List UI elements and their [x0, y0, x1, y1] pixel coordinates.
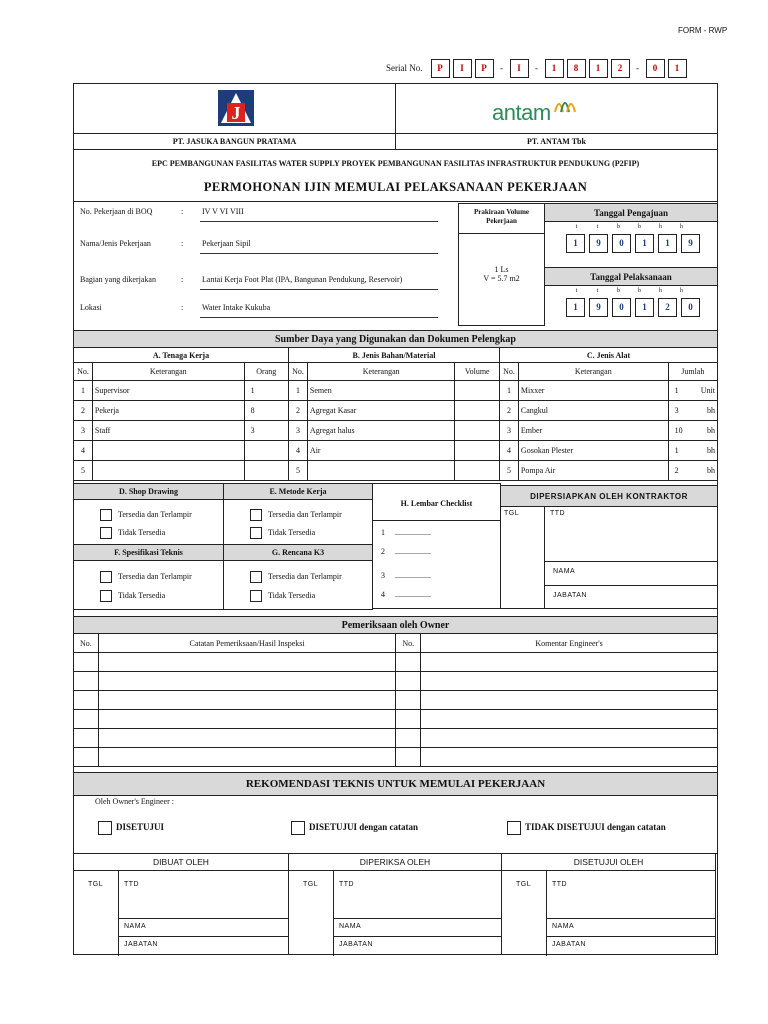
- cell-keterangan: [92, 461, 244, 481]
- cell-no: 2: [289, 401, 308, 421]
- pemeriksaan-title: Pemeriksaan oleh Owner: [73, 616, 718, 634]
- serial-dash: -: [500, 63, 503, 73]
- info-colon: :: [181, 303, 184, 312]
- table-row: [74, 748, 718, 767]
- table-row: [289, 461, 500, 481]
- table-row: [74, 672, 718, 691]
- table-row: [74, 729, 718, 748]
- cell-keterangan: Supervisor: [92, 381, 244, 401]
- serial-char-box: I: [510, 59, 529, 78]
- empty-cell[interactable]: [98, 710, 396, 729]
- signoff-column: [501, 853, 716, 955]
- table-row: [74, 691, 718, 710]
- cell-jumlah: [668, 441, 717, 461]
- rekomendasi-by: Oleh Owner's Engineer :: [95, 797, 174, 806]
- date-format-letter: t: [575, 224, 578, 230]
- kontraktor-ttd: TTD: [550, 510, 566, 517]
- col-header: Keterangan: [307, 363, 455, 381]
- form-code: FORM - RWP: [678, 26, 728, 35]
- col-header: Volume: [455, 363, 500, 381]
- empty-cell[interactable]: [98, 691, 396, 710]
- date-digit-box: 9: [589, 234, 608, 253]
- cell-keterangan: Agregat Kasar: [307, 401, 455, 421]
- empty-cell[interactable]: [74, 672, 99, 691]
- table-row: [289, 441, 500, 461]
- cell-no: 2: [500, 401, 519, 421]
- date-digit-box: 1: [566, 234, 585, 253]
- cell-keterangan: [307, 461, 455, 481]
- info-row: [80, 239, 440, 253]
- signoff-ttd: TTD: [124, 881, 140, 888]
- alat-section: [499, 347, 718, 481]
- k3-opt-yes[interactable]: Tersedia dan Terlampir: [250, 571, 342, 583]
- cell-value: [244, 441, 288, 461]
- date-digit-box: 0: [681, 298, 700, 317]
- cell-keterangan: Pekerja: [92, 401, 244, 421]
- cell-value: [455, 421, 500, 441]
- date-format-letter: t: [575, 288, 578, 294]
- empty-cell[interactable]: [74, 710, 99, 729]
- cell-no: 4: [74, 441, 93, 461]
- cell-keterangan: Air: [307, 441, 455, 461]
- serial-number: [386, 58, 690, 78]
- signoff-tgl: TGL: [88, 881, 104, 888]
- cell-no: 4: [289, 441, 308, 461]
- qty: 2: [674, 466, 679, 475]
- cell-no: 1: [74, 381, 93, 401]
- jasuka-letter: J: [231, 103, 241, 123]
- opt-disetujui[interactable]: DISETUJUI: [98, 821, 164, 835]
- signoff-tgl: TGL: [303, 881, 319, 888]
- table-row: [289, 421, 500, 441]
- info-label: Nama/Jenis Pekerjaan: [80, 239, 151, 248]
- date-digit-box: 1: [635, 234, 654, 253]
- info-row: [80, 275, 440, 289]
- empty-cell[interactable]: [421, 748, 718, 767]
- serial-char-box: 2: [611, 59, 630, 78]
- signoff-tgl: TGL: [516, 881, 532, 888]
- info-row: [80, 207, 440, 221]
- date-format-letter: h: [680, 288, 683, 294]
- table-row: [500, 461, 718, 481]
- signoff-jabatan: JABATAN: [339, 941, 373, 948]
- signoff-jabatan: JABATAN: [124, 941, 158, 948]
- form-title: PERMOHONAN IJIN MEMULAI PELAKSANAAN PEKERJAAN: [203, 180, 588, 194]
- cell-jumlah: [668, 381, 717, 401]
- info-value: Pekerjaan Sipil: [202, 239, 251, 248]
- empty-cell[interactable]: [421, 729, 718, 748]
- empty-cell[interactable]: [396, 748, 421, 767]
- tanggal-pelaksanaan-letters: [566, 288, 692, 294]
- empty-cell[interactable]: [396, 672, 421, 691]
- serial-char-box: 0: [646, 59, 665, 78]
- cell-no: 1: [500, 381, 519, 401]
- unit: bh: [707, 466, 715, 475]
- tanggal-pelaksanaan-digits: [566, 298, 704, 317]
- empty-cell[interactable]: [421, 710, 718, 729]
- table-row: [289, 381, 500, 401]
- col-header: Keterangan: [92, 363, 244, 381]
- date-format-letter: b: [638, 224, 641, 230]
- spek-opt-yes[interactable]: Tersedia dan Terlampir: [100, 571, 192, 583]
- cell-keterangan: Agregat halus: [307, 421, 455, 441]
- cell-value: [455, 461, 500, 481]
- col-header: Jumlah: [668, 363, 717, 381]
- date-digit-box: 2: [658, 298, 677, 317]
- col-header: No.: [500, 363, 519, 381]
- spek-opt-no[interactable]: Tidak Tersedia: [100, 590, 165, 602]
- cell-value: 3: [244, 421, 288, 441]
- sumber-daya-title: Sumber Daya yang Digunakan dan Dokumen Pelengkap: [73, 330, 718, 348]
- serial-char-box: P: [431, 59, 450, 78]
- metode-kerja-title: E. Metode Kerja: [223, 483, 373, 500]
- kontraktor-nama: NAMA: [553, 568, 576, 575]
- signoff-header: DISETUJUI OLEH: [502, 854, 715, 871]
- pemeriksaan-table: [73, 633, 718, 767]
- cell-keterangan: Cangkul: [518, 401, 668, 421]
- info-value: Water Intake Kukuba: [202, 303, 271, 312]
- table-row: [74, 461, 289, 481]
- k3-opt-no[interactable]: Tidak Tersedia: [250, 590, 315, 602]
- info-colon: :: [181, 207, 184, 216]
- date-format-letter: t: [596, 288, 599, 294]
- cell-no: 5: [74, 461, 93, 481]
- signoff-column: [288, 853, 502, 955]
- kontraktor-jabatan: JABATAN: [553, 592, 587, 599]
- col-header: No.: [396, 634, 421, 653]
- empty-cell[interactable]: [98, 729, 396, 748]
- cell-value: [455, 401, 500, 421]
- info-label: Bagian yang dikerjakan: [80, 275, 156, 284]
- info-row: [80, 303, 440, 317]
- serial-char-box: I: [453, 59, 472, 78]
- date-digit-box: 1: [658, 234, 677, 253]
- info-colon: :: [181, 275, 184, 284]
- antam-wordmark: antam: [492, 100, 551, 125]
- empty-cell[interactable]: [74, 691, 99, 710]
- empty-cell[interactable]: [396, 691, 421, 710]
- date-format-letter: h: [680, 224, 683, 230]
- empty-cell[interactable]: [421, 672, 718, 691]
- checklist-item[interactable]: 3 ..................: [381, 571, 431, 580]
- bahan-title: B. Jenis Bahan/Material: [288, 347, 500, 363]
- cell-jumlah: [668, 401, 717, 421]
- tanggal-pengajuan-label: Tanggal Pengajuan: [544, 203, 718, 222]
- tanggal-pelaksanaan-label: Tanggal Pelaksanaan: [544, 267, 718, 286]
- spesifikasi-title: F. Spesifikasi Teknis: [73, 544, 224, 561]
- serial-char-box: 1: [589, 59, 608, 78]
- cell-keterangan: Gosokan Plester: [518, 441, 668, 461]
- alat-title: C. Jenis Alat: [499, 347, 718, 363]
- empty-cell[interactable]: [74, 748, 99, 767]
- date-digit-box: 9: [681, 234, 700, 253]
- rekomendasi-title: REKOMENDASI TEKNIS UNTUK MEMULAI PEKERJAAN: [73, 772, 718, 796]
- cell-no: 3: [74, 421, 93, 441]
- table-row: [500, 421, 718, 441]
- unit: bh: [707, 406, 715, 415]
- col-header: Catatan Pemeriksaan/Hasil Inspeksi: [98, 634, 396, 653]
- kontraktor-tgl: TGL: [504, 510, 520, 517]
- empty-cell[interactable]: [98, 748, 396, 767]
- date-format-letter: b: [617, 288, 620, 294]
- table-row: [74, 381, 289, 401]
- shop-opt-yes[interactable]: Tersedia dan Terlampir: [100, 509, 192, 521]
- table-row: [500, 441, 718, 461]
- shop-drawing-title: D. Shop Drawing: [73, 483, 224, 500]
- signoff-jabatan: JABATAN: [552, 941, 586, 948]
- cell-jumlah: [668, 461, 717, 481]
- table-row: [74, 441, 289, 461]
- date-format-letter: h: [659, 224, 662, 230]
- checklist-item[interactable]: 1 ..................: [381, 528, 431, 537]
- unit: Unit: [700, 386, 715, 395]
- qty: 3: [674, 406, 679, 415]
- date-digit-box: 1: [635, 298, 654, 317]
- col-header: No.: [289, 363, 308, 381]
- cell-value: [455, 441, 500, 461]
- cell-no: 3: [500, 421, 519, 441]
- project-title: EPC PEMBANGUNAN FASILITAS WATER SUPPLY PROYEK PEMBANGUNAN FASILITAS INFRASTRUKTUR PENDUKUNG (P2FIP): [151, 159, 640, 168]
- cell-keterangan: Mixxer: [518, 381, 668, 401]
- antam-logo: [492, 92, 577, 126]
- table-row: [500, 401, 718, 421]
- checklist-item[interactable]: 2 ..................: [381, 547, 431, 556]
- cell-keterangan: Pompa Air: [518, 461, 668, 481]
- qty: 10: [674, 426, 683, 435]
- volume-value-cell: [458, 233, 545, 326]
- col-header: Komentar Engineer's: [421, 634, 718, 653]
- rencana-k3-title: G. Rencana K3: [223, 544, 373, 561]
- shop-opt-no[interactable]: Tidak Tersedia: [100, 527, 165, 539]
- serial-char-box: 1: [545, 59, 564, 78]
- cell-no: 1: [289, 381, 308, 401]
- table-row: [74, 401, 289, 421]
- cell-no: 3: [289, 421, 308, 441]
- info-label: Lokasi: [80, 303, 102, 312]
- tenaga-title: A. Tenaga Kerja: [73, 347, 289, 363]
- bahan-table: [288, 362, 500, 481]
- date-format-letter: t: [596, 224, 599, 230]
- serial-char-box: P: [475, 59, 494, 78]
- bahan-section: [288, 347, 500, 481]
- table-row: [74, 421, 289, 441]
- checklist-title: H. Lembar Checklist: [400, 499, 473, 508]
- date-digit-box: 0: [612, 298, 631, 317]
- table-row: [74, 710, 718, 729]
- signoff-ttd: TTD: [339, 881, 355, 888]
- empty-cell[interactable]: [396, 729, 421, 748]
- cell-no: 5: [500, 461, 519, 481]
- table-row: [500, 381, 718, 401]
- checkbox-icon: [507, 821, 521, 835]
- qty: 1: [674, 386, 679, 395]
- cell-keterangan: Semen: [307, 381, 455, 401]
- logo-left-cell: [73, 83, 396, 134]
- cell-value: 8: [244, 401, 288, 421]
- cell-value: 1: [244, 381, 288, 401]
- cell-jumlah: [668, 421, 717, 441]
- serial-char-box: 1: [668, 59, 687, 78]
- tanggal-pengajuan-digits: [566, 234, 704, 253]
- signoff-nama: NAMA: [552, 923, 575, 930]
- alat-table: [499, 362, 718, 481]
- cell-keterangan: Ember: [518, 421, 668, 441]
- unit: bh: [707, 426, 715, 435]
- tenaga-kerja-section: [73, 347, 289, 481]
- volume-header-cell: [458, 203, 545, 234]
- col-header: No.: [74, 634, 99, 653]
- info-value: IV V VI VIII: [202, 207, 244, 216]
- tanggal-pengajuan-letters: [566, 224, 692, 230]
- checkbox-icon: [291, 821, 305, 835]
- volume-line2: V = 5.7 m2: [483, 274, 520, 283]
- kontraktor-title: DIPERSIAPKAN OLEH KONTRAKTOR: [500, 485, 718, 507]
- date-digit-box: 0: [612, 234, 631, 253]
- empty-cell[interactable]: [396, 653, 421, 672]
- cell-value: [455, 381, 500, 401]
- signoff-header: DIPERIKSA OLEH: [289, 854, 501, 871]
- col-header: Orang: [244, 363, 288, 381]
- date-format-letter: b: [638, 288, 641, 294]
- serial-label: Serial No.: [386, 63, 423, 73]
- metode-opt-no[interactable]: Tidak Tersedia: [250, 527, 315, 539]
- signoff-header: DIBUAT OLEH: [74, 854, 288, 871]
- cell-no: 5: [289, 461, 308, 481]
- empty-cell[interactable]: [421, 691, 718, 710]
- empty-cell[interactable]: [421, 653, 718, 672]
- date-digit-box: 1: [566, 298, 585, 317]
- empty-cell[interactable]: [396, 710, 421, 729]
- serial-char-box: 8: [567, 59, 586, 78]
- unit: bh: [707, 446, 715, 455]
- cell-keterangan: [92, 441, 244, 461]
- jasuka-logo: [217, 89, 255, 127]
- signoff-ttd: TTD: [552, 881, 568, 888]
- cell-no: 2: [74, 401, 93, 421]
- serial-dash: -: [636, 63, 639, 73]
- volume-line1: 1 Ls: [494, 265, 509, 274]
- empty-cell[interactable]: [74, 653, 99, 672]
- company-right: PT. ANTAM Tbk: [395, 133, 718, 150]
- empty-cell[interactable]: [98, 672, 396, 691]
- info-colon: :: [181, 239, 184, 248]
- volume-header: Prakiraan Volume Pekerjaan: [473, 208, 530, 225]
- col-header: Keterangan: [518, 363, 668, 381]
- date-digit-box: 9: [589, 298, 608, 317]
- serial-boxes: [431, 58, 690, 78]
- cell-value: [244, 461, 288, 481]
- checklist-item[interactable]: 4 ..................: [381, 590, 431, 599]
- kontraktor-box: [500, 506, 718, 609]
- col-header: No.: [74, 363, 93, 381]
- empty-cell[interactable]: [98, 653, 396, 672]
- cell-no: 4: [500, 441, 519, 461]
- metode-opt-yes[interactable]: Tersedia dan Terlampir: [250, 509, 342, 521]
- date-format-letter: b: [617, 224, 620, 230]
- info-label: No. Pekerjaan di BOQ: [80, 207, 153, 216]
- logo-right-cell: [395, 83, 718, 134]
- serial-dash: -: [535, 63, 538, 73]
- info-value: Lantai Kerja Foot Plat (IPA, Bangunan Pendukung, Reservoir): [202, 275, 403, 284]
- table-row: [74, 653, 718, 672]
- opt-disetujui-catatan[interactable]: DISETUJUI dengan catatan: [291, 821, 418, 835]
- date-format-letter: h: [659, 288, 662, 294]
- signoff-nama: NAMA: [124, 923, 147, 930]
- table-row: [289, 401, 500, 421]
- tenaga-table: [73, 362, 289, 481]
- signoff-column: [73, 853, 289, 955]
- signoff-nama: NAMA: [339, 923, 362, 930]
- opt-tidak-disetujui[interactable]: TIDAK DISETUJUI dengan catatan: [507, 821, 666, 835]
- company-left: PT. JASUKA BANGUN PRATAMA: [73, 133, 396, 150]
- cell-keterangan: Staff: [92, 421, 244, 441]
- checkbox-icon: [98, 821, 112, 835]
- signoff-section: [73, 853, 718, 955]
- empty-cell[interactable]: [74, 729, 99, 748]
- qty: 1: [674, 446, 679, 455]
